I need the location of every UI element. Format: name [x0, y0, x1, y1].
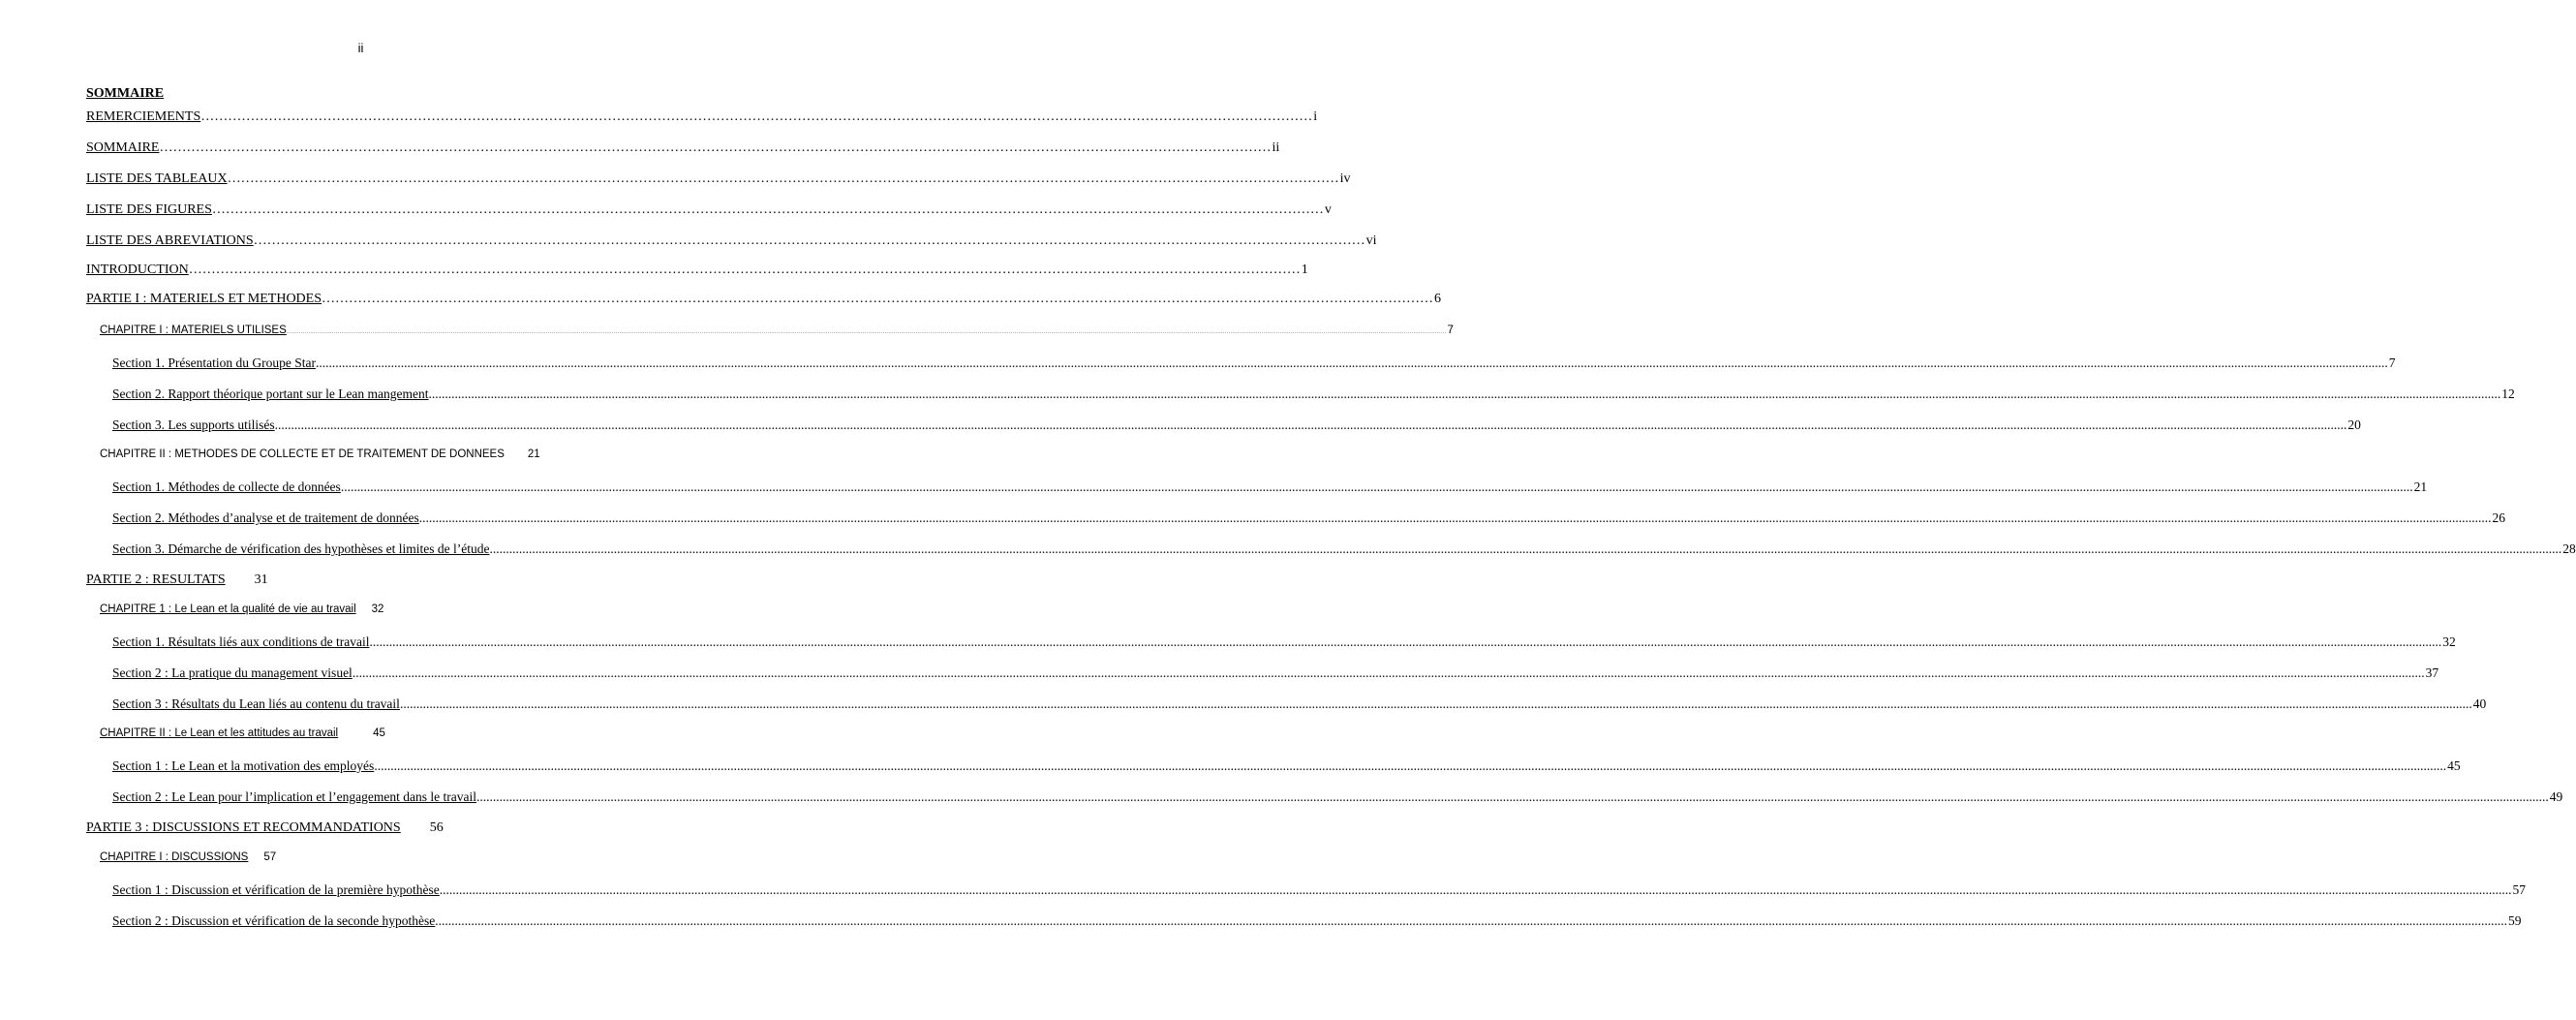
toc-entry-section-contenu[interactable] [112, 696, 2487, 712]
toc-entry-label[interactable]: Section 2. Méthodes d’analyse et de traitement de données [112, 510, 419, 525]
toc-entry-label[interactable]: CHAPITRE II : Le Lean et les attitudes au travail [100, 727, 339, 739]
toc-leader: .......................................................................................................................................................................................................................................................................................................................................................................................................................................................................................................................................................................................................................................................... [435, 913, 2508, 928]
toc-entry-partie-1[interactable] [86, 292, 1441, 307]
toc-entry-page: 6 [1434, 292, 1441, 306]
toc-leader: .......................................................................................................................................................................................................................................................................................................................................................................................................................................................................................................................................................................................................................................................... [274, 417, 2347, 432]
toc-entry-liste-figures[interactable] [86, 202, 1332, 218]
toc-entry-label[interactable]: CHAPITRE 1 : Le Lean et la qualité de vie au travail [100, 603, 356, 615]
toc-entry-page: 57 [2512, 882, 2527, 897]
toc-leader: .......................................................................................................................................................................................................................................................................................................................................................................................................................................................................................................................................................................................................................................................... [489, 541, 2562, 556]
toc-entry-page: vi [1365, 233, 1377, 248]
toc-entry-page: 59 [2508, 913, 2522, 928]
toc-leader: .......................................................................................................................................................................................................................................................................................................................................................................................................................................................................................................................................................................................................................................................... [352, 665, 2425, 680]
toc-entry-label[interactable]: REMERCIEMENTS [86, 109, 201, 124]
toc-entry-page: 57 [263, 851, 277, 863]
toc-entry-partie-2[interactable] [86, 572, 268, 588]
page-number: ii [357, 41, 364, 55]
toc-leader: .......................................................................................................................................................................................................................................................................................................................................................................................................................................................................................................................................................................................................................................................... [428, 386, 2501, 401]
toc-entry-label[interactable]: Section 2 : Le Lean pour l’implication et l’engagement dans le travail [112, 789, 476, 804]
toc-entry-label[interactable]: Section 2 : La pratique du management visuel [112, 665, 353, 680]
toc-entry-label[interactable]: Section 3 : Résultats du Lean liés au contenu du travail [112, 696, 400, 711]
toc-entry-remerciements[interactable] [86, 109, 1318, 125]
toc-entry-label[interactable]: Section 2 : Discussion et vérification de la seconde hypothèse [112, 913, 436, 928]
toc-entry-page: 32 [371, 603, 384, 615]
toc-entry-liste-tableaux[interactable] [86, 171, 1351, 187]
toc-entry-page: 20 [2347, 417, 2361, 432]
toc-entry-chapitre-1-discussions[interactable] [100, 851, 276, 863]
toc-entry-page: 32 [2442, 634, 2456, 649]
toc-entry-page: 56 [429, 820, 444, 835]
toc-entry-section-presentation[interactable] [112, 355, 2396, 371]
page-title: SOMMAIRE [86, 86, 165, 101]
toc-entry-label[interactable]: INTRODUCTION [86, 263, 189, 277]
toc-entry-label[interactable]: Section 1 : Le Lean et la motivation des employés [112, 758, 375, 773]
toc-leader: .......................................................................................................................................................................................................................................................................................................................................................................................................................................................................................................................................................................................................................................................... [369, 634, 2442, 649]
toc-leader: ………………………………………………………………………………………………………………………………………………………………………………………………………………………… [253, 233, 1365, 248]
toc-entry-partie-3[interactable] [86, 820, 444, 836]
toc-entry-label[interactable]: LISTE DES FIGURES [86, 202, 212, 217]
toc-entry-page: 12 [2501, 386, 2515, 401]
toc-entry-page: 7 [1447, 325, 1454, 336]
toc-entry-introduction[interactable] [86, 263, 1308, 278]
toc-entry-page: 45 [373, 727, 385, 739]
toc-entry-label[interactable]: CHAPITRE I : MATERIELS UTILISES [100, 325, 287, 336]
toc-entry-section-analyse[interactable] [112, 510, 2506, 526]
toc-leader: .......................................................................................................................................................................................................................................................................................................................................................................................................................................................................................................................................................................................................................................................... [374, 758, 2447, 773]
toc-entry-label[interactable]: Section 2. Rapport théorique portant sur le Lean mangement [112, 386, 429, 401]
toc-entry-label[interactable]: Section 1. Présentation du Groupe Star [112, 355, 316, 370]
toc-entry-label[interactable]: PARTIE 3 : DISCUSSIONS ET RECOMMANDATIONS [86, 820, 401, 835]
toc-entry-page: 45 [2447, 758, 2461, 773]
toc-leader: .......................................................................................................................................................................................................................................................................................................................................................................................................................................................................................................................................................................................................................................................... [439, 882, 2512, 897]
toc-leader: .......................................................................................................................................................................................................................................................................................................................................................................................................................................................................................................................................................................................................................................................... [399, 696, 2472, 711]
toc-entry-label[interactable]: CHAPITRE II : METHODES DE COLLECTE ET DE TRAITEMENT DE DONNEES [100, 448, 505, 460]
toc-entry-chapitre-1-qualite[interactable] [100, 603, 383, 615]
toc-leader: .......................................................................................................................................................................................................................................................................................................................................................................................................................................................................................................................................................................................................................................................... [340, 479, 2413, 494]
toc-entry-page: iv [1339, 171, 1351, 186]
toc-entry-label[interactable]: Section 1. Résultats liés aux conditions de travail [112, 634, 370, 649]
toc-entry-section-collecte[interactable] [112, 479, 2428, 495]
toc-leader: .......................................................................................................................................................................................................................................................................................................................................................................................................................................................................................................................................................................................................................................................... [286, 329, 1447, 335]
toc-entry-page: 1 [1301, 263, 1308, 277]
toc-entry-page: 37 [2425, 665, 2439, 680]
toc-leader: ………………………………………………………………………………………………………………………………………………………………………………………………………………………… [159, 140, 1272, 155]
toc-entry-chapitre-1-materiels[interactable] [100, 325, 1454, 336]
toc-entry-chapitre-2-methodes[interactable] [100, 448, 540, 460]
toc-entry-page: 28 [2562, 541, 2576, 556]
toc-entry-label[interactable]: CHAPITRE I : DISCUSSIONS [100, 851, 249, 863]
toc-entry-label[interactable]: Section 3. Démarche de vérification des hypothèses et limites de l’étude [112, 541, 490, 556]
toc-entry-section-supports[interactable] [112, 417, 2361, 433]
toc-entry-section-rapport[interactable] [112, 386, 2515, 402]
toc-entry-page: 7 [2388, 355, 2396, 370]
toc-leader: ………………………………………………………………………………………………………………………………………………………………………………………………………………………… [211, 202, 1324, 217]
toc-leader: ………………………………………………………………………………………………………………………………………………………………………………………………………………………… [322, 292, 1433, 306]
toc-entry-section-demarche[interactable] [112, 541, 2576, 557]
toc-entry-section-seconde-hypothese[interactable] [112, 913, 2522, 929]
toc-entry-label[interactable]: Section 1. Méthodes de collecte de données [112, 479, 341, 494]
toc-entry-page: 49 [2549, 789, 2563, 804]
toc-entry-label[interactable]: LISTE DES ABREVIATIONS [86, 233, 254, 248]
toc-entry-chapitre-2-attitudes[interactable] [100, 727, 385, 739]
toc-entry-section-conditions[interactable] [112, 634, 2456, 650]
toc-leader: .......................................................................................................................................................................................................................................................................................................................................................................................................................................................................................................................................................................................................................................................... [476, 789, 2549, 804]
toc-entry-section-premiere-hypothese[interactable] [112, 882, 2527, 898]
toc-entry-page: 21 [2413, 479, 2428, 494]
toc-entry-label[interactable]: LISTE DES TABLEAUX [86, 171, 228, 186]
toc-entry-page: 40 [2472, 696, 2487, 711]
toc-entry-label[interactable]: Section 3. Les supports utilisés [112, 417, 275, 432]
toc-entry-page: ii [1272, 140, 1280, 155]
toc-entry-section-management-visuel[interactable] [112, 665, 2439, 681]
toc-leader: ………………………………………………………………………………………………………………………………………………………………………………………………………………………… [188, 263, 1301, 277]
toc-entry-label[interactable]: Section 1 : Discussion et vérification de la première hypothèse [112, 882, 440, 897]
toc-entry-label[interactable]: SOMMAIRE [86, 140, 160, 155]
toc-entry-page: v [1324, 202, 1332, 217]
toc-entry-liste-abreviations[interactable] [86, 233, 1377, 249]
toc-leader: .......................................................................................................................................................................................................................................................................................................................................................................................................................................................................................................................................................................................................................................................... [315, 355, 2388, 370]
toc-leader: ………………………………………………………………………………………………………………………………………………………………………………………………………………………… [227, 171, 1339, 186]
toc-entry-label[interactable]: PARTIE I : MATERIELS ET METHODES [86, 292, 322, 306]
toc-entry-page: 21 [527, 448, 540, 460]
toc-entry-page: 31 [254, 572, 268, 587]
toc-entry-label[interactable]: PARTIE 2 : RESULTATS [86, 572, 226, 587]
toc-leader: ………………………………………………………………………………………………………………………………………………………………………………………………………………………… [200, 109, 1313, 124]
toc-entry-page: i [1313, 109, 1318, 124]
toc-entry-section-implication[interactable] [112, 789, 2563, 805]
toc-entry-section-motivation[interactable] [112, 758, 2461, 774]
toc-entry-sommaire[interactable] [86, 140, 1280, 156]
toc-entry-page: 26 [2492, 510, 2506, 525]
toc-leader: .......................................................................................................................................................................................................................................................................................................................................................................................................................................................................................................................................................................................................................................................... [418, 510, 2492, 525]
